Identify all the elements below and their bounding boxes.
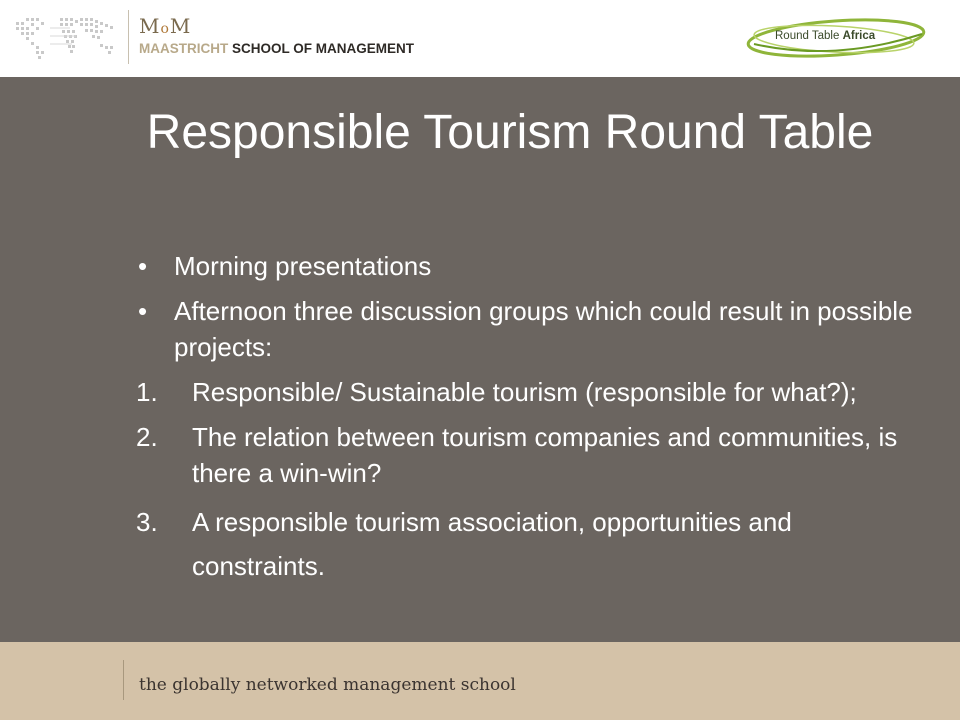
number-marker: 1. [136,377,158,407]
bullet-text: Morning presentations [174,251,432,281]
footer-tagline: the globally networked management school [139,675,516,695]
header-divider [128,10,129,64]
footer-bar [0,642,960,720]
bullet-marker: • [138,251,148,281]
bullet-marker: • [138,296,148,326]
bullet-item [136,293,916,365]
partner-logo-text: Round Table Africa [775,30,876,42]
school-name: MAASTRICHT SCHOOL OF MANAGEMENT [139,41,415,56]
numbered-item [136,419,916,491]
bullet-item [136,248,916,284]
number-marker: 3. [136,507,158,537]
msm-monogram: MoM [139,14,192,38]
numbered-text: A responsible tourism association, opportunities and constraints. [192,507,792,581]
numbered-text: The relation between tourism companies and communities, is there a win-win? [192,422,898,488]
world-map-logo-icon [10,8,130,66]
bullet-text: Afternoon three discussion groups which could result in possible projects: [174,296,913,362]
slide-body [136,248,916,597]
numbered-item [136,500,916,588]
header-bar [0,0,960,77]
number-marker: 2. [136,422,158,452]
footer-divider [123,660,124,700]
slide-title: Responsible Tourism Round Table [146,106,874,159]
numbered-item [136,374,916,410]
numbered-text: Responsible/ Sustainable tourism (responsible for what?); [192,377,857,407]
